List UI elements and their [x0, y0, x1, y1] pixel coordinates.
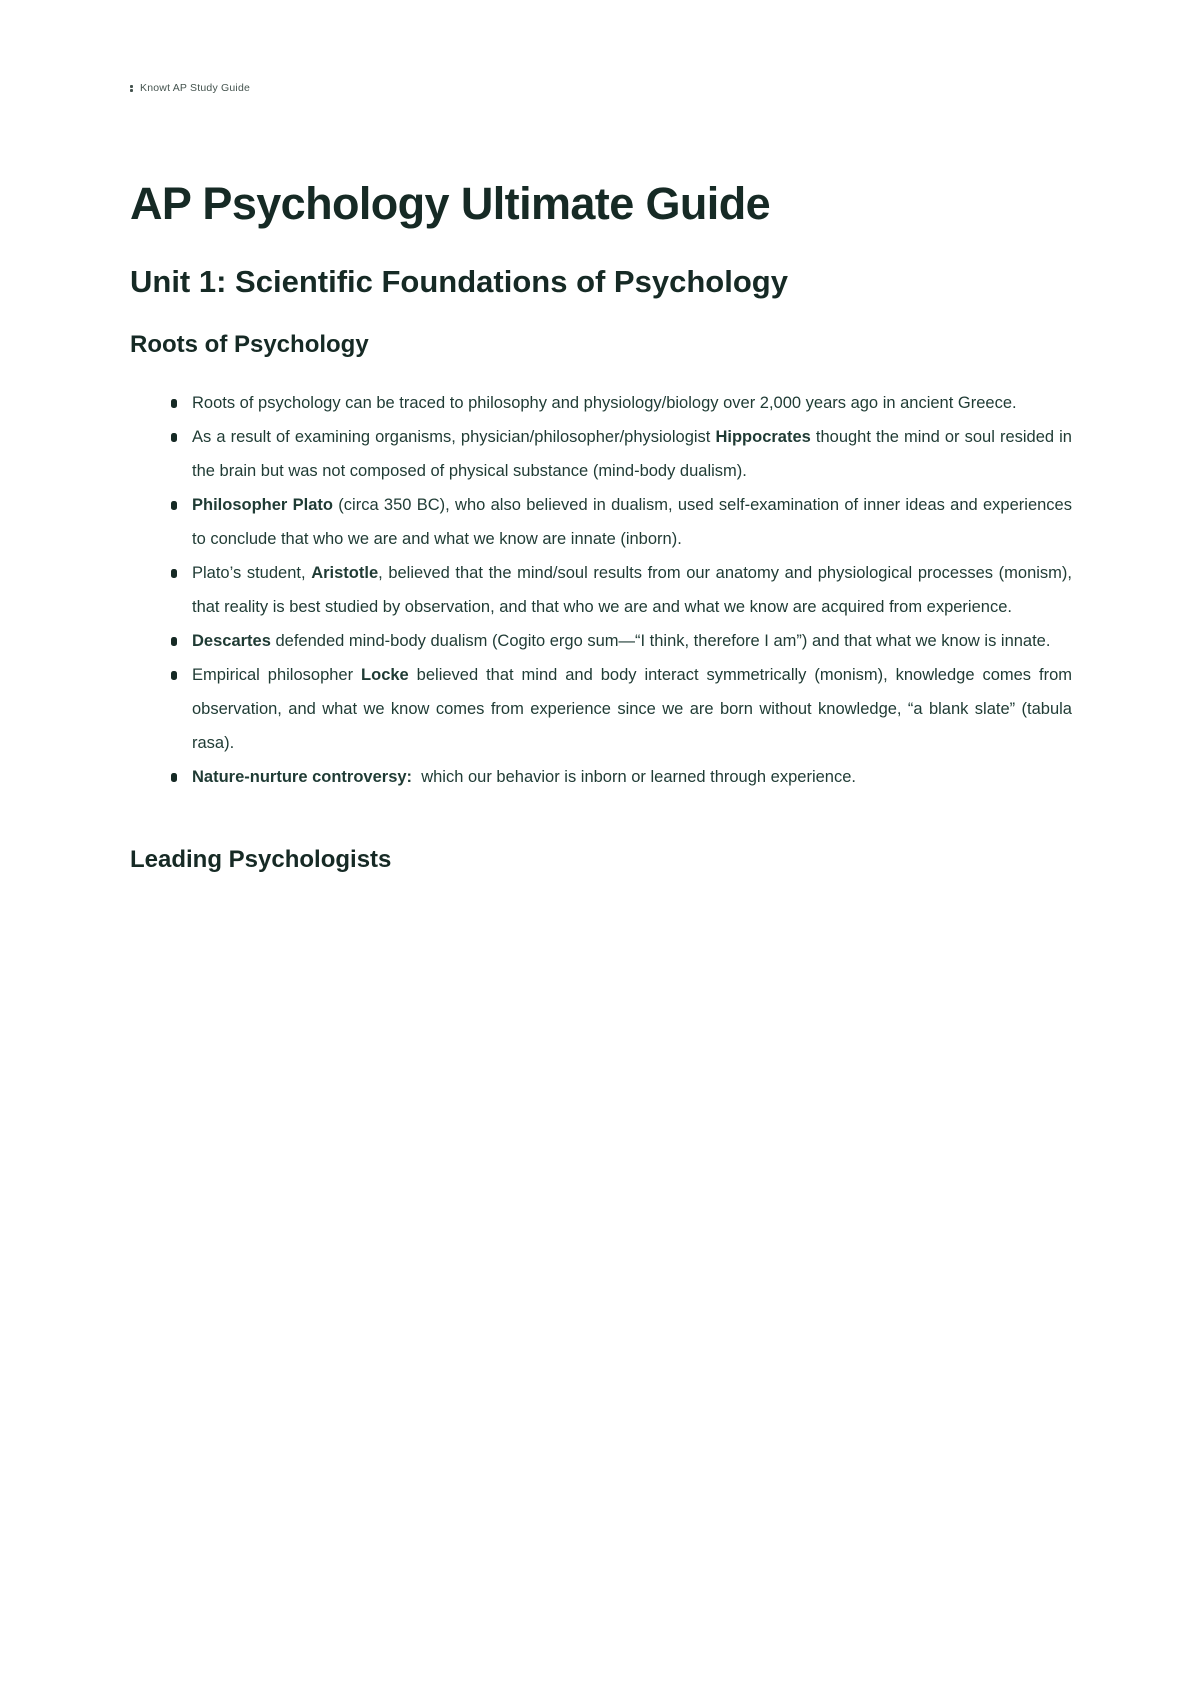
list-item: [170, 488, 1072, 556]
text-segment: thought the mind or soul resided in the brain but was not composed of physical substance (mind-body dualism).: [192, 428, 1072, 481]
text-segment: Empirical philosopher: [192, 666, 362, 685]
list-item: [170, 556, 1072, 624]
list-item: [170, 624, 1072, 658]
text-segment: (circa 350 BC), who also believed in dualism, used self-examination of inner ideas and experiences to conclude that who we are and what we know are innate (inborn).: [192, 496, 1072, 549]
text-segment: which our behavior is inborn or learned through experience.: [412, 768, 856, 787]
bold-term: Aristotle: [311, 564, 379, 583]
list-item: [170, 386, 1072, 420]
bullet-list: [130, 386, 1072, 794]
text-segment: Plato’s student,: [192, 564, 312, 583]
document-header: [130, 82, 1072, 94]
section-heading-leading: Leading Psychologists: [130, 846, 392, 874]
list-item: [170, 420, 1072, 488]
knowt-logo-icon: [130, 85, 133, 92]
text-segment: defended mind-body dualism (Cogito ergo sum—“I think, therefore I am”) and that what we know is innate.: [270, 632, 1051, 651]
document-header-label: Knowt AP Study Guide: [140, 82, 251, 94]
list-item: [170, 658, 1072, 760]
text-segment: As a result of examining organisms, physician/philosopher/physiologist: [192, 428, 716, 447]
section-heading-roots: Roots of Psychology: [130, 331, 369, 359]
text-segment: , believed that the mind/soul results from our anatomy and physiological processes (monism), that reality is best studied by observation, and that who we are and what we know are acquired from experience.: [192, 564, 1072, 617]
text-segment: believed that mind and body interact symmetrically (monism), knowledge comes from observation, and what we know comes from experience since we are born without knowledge, “a blank slate” (tabula rasa).: [192, 666, 1072, 753]
list-item: [170, 760, 1072, 794]
page-title: AP Psychology Ultimate Guide: [130, 178, 771, 229]
bold-term: Philosopher Plato: [192, 496, 333, 515]
unit-subtitle: Unit 1: Scientific Foundations of Psychology: [130, 263, 788, 299]
bold-term: Locke: [361, 666, 409, 685]
bold-term: Nature-nurture controversy:: [192, 768, 413, 787]
bold-term: Hippocrates: [715, 428, 811, 447]
text-segment: Roots of psychology can be traced to philosophy and physiology/biology over 2,000 years ago in ancient Greece.: [192, 394, 1017, 413]
bold-term: Descartes: [192, 632, 271, 651]
